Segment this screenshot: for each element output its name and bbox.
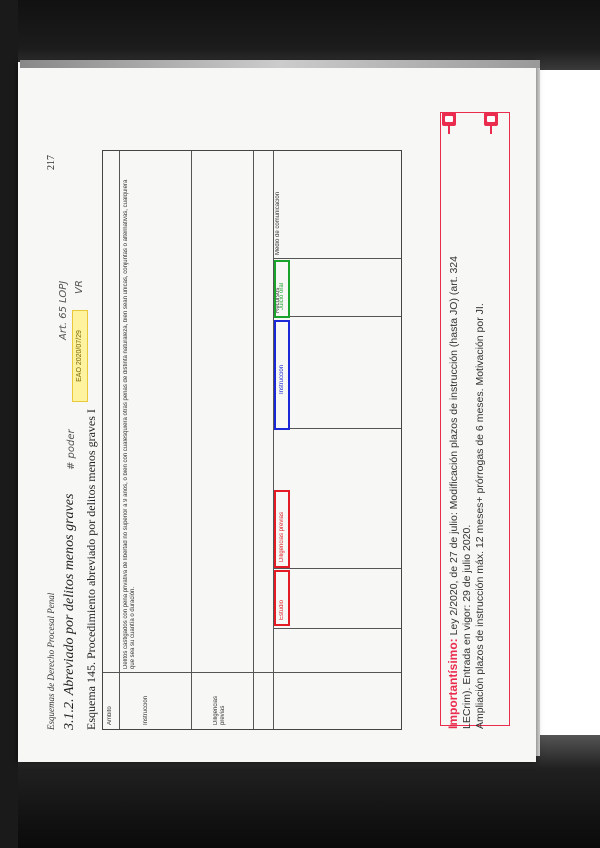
stamp-highlight: EAO 2020/07/29 [72,310,88,402]
running-header: Esquemas de Derecho Procesal Penal [46,592,56,730]
scheme-title-text: Esquema 145. Procedimiento abreviado por delitos menos graves I [84,409,98,730]
header-diligencias: Diligencias previas [213,695,226,725]
scan-dark-left [0,0,18,848]
label-estudio: Estudio [279,599,285,620]
label-instruccion: Instrucción [279,364,285,394]
ambito-text: Delitos castigados con pena privativa de libertad no superior a 9 años, o bien con cualesquiera otras penas de distinta naturaleza, bien sean únicas, conjuntas o alternativas, cualquiera que sea su cuantía o duración. [123,179,136,669]
section-title: 3.1.2. Abreviado por delitos menos graves [62,493,77,730]
handwritten-note-3: VR [74,280,85,294]
col-recursos: Recursos [275,287,281,313]
annotation-strong: Importantísimo: [446,638,460,729]
scan-stripe [20,60,540,68]
annotation-box[interactable] [440,112,510,729]
annotation-line-3: Ampliación plazos de instrucción máx. 12 meses+ prórrogas de 6 meses. Motivación por JI. [474,303,486,729]
annotation-line-2: LECrim). Entrada en vigor: 29 de julio 2020. [461,524,473,729]
scheme-title [84,409,99,730]
rotated-page-content [40,130,480,730]
annotation-text [443,111,519,735]
procedure-table [102,150,402,730]
col-medio: Medio de comunicación [275,191,281,255]
label-estudio-box [274,570,290,626]
label-juicio: Juicio oral [279,282,285,310]
label-diligencias-box [274,490,290,568]
label-instruccion-box [274,320,290,430]
annotation-line-1: Ley 2/2020, de 27 de julio: Modificación plazos de instrucción (hasta JO) (art. 324 [448,256,460,639]
header-ambito: Ámbito [107,706,113,725]
handwritten-note-1: Art. 65 LOPJ [58,280,69,340]
handwritten-note-2: # poder [66,429,77,470]
header-instruccion: Instrucción [143,695,149,725]
label-diligencias: Diligencias previas [279,511,285,562]
page-number: 217 [46,155,57,170]
label-juicio-box [274,260,290,318]
